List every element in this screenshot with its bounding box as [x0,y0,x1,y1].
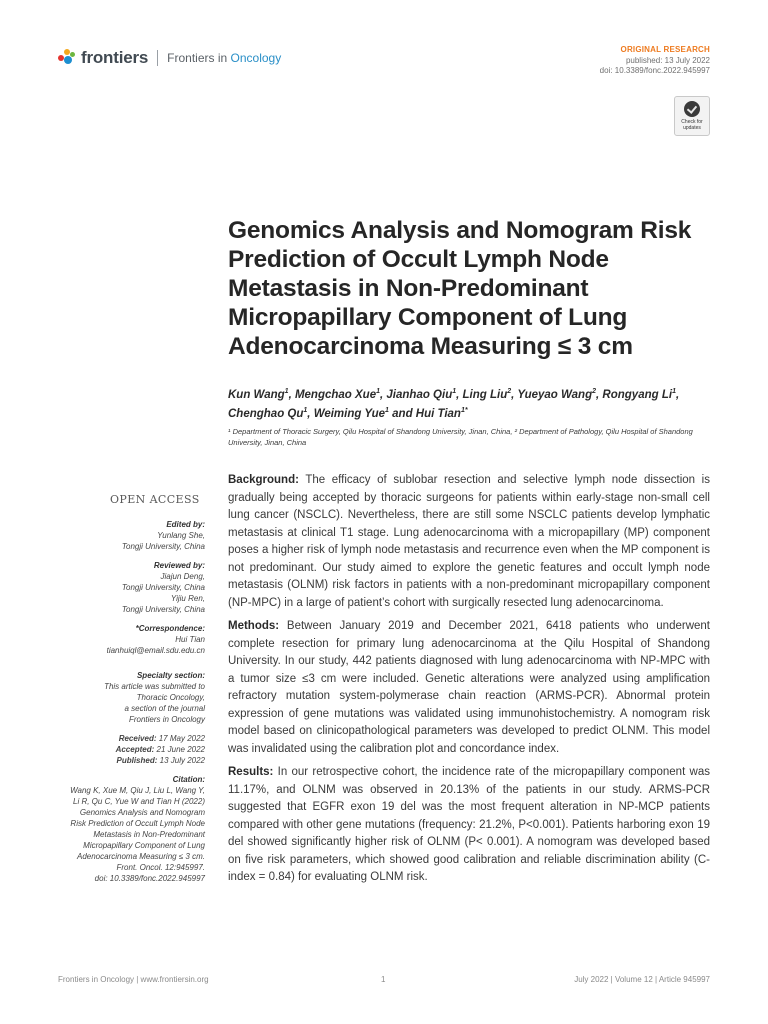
abstract-results [228,764,710,887]
journal-name: Frontiers in Oncology [167,51,282,65]
check-updates-icon [684,101,700,117]
author-name[interactable]: Mengchao Xue$^1$ [294,388,381,401]
accepted-date: Accepted: 21 June 2022 [115,745,205,754]
methods-heading: Methods: [228,620,280,632]
author-affiliation-mark: 1 [452,388,457,395]
results-text: In our retrospective cohort, the incidence rate of the micropapillary component was 11.17%, and OLNM was observed in 20.13% of the patients in our study. ARMS-PCR suggested that EGFR exon 19 del was the most frequent alteration in NP-MCP patients compared with other gene mutations (frequency: 21.2%, P<0.001). Patients harboring exon 19 del showed significantly higher risk of OLNM (P< 0.001). A nomogram was developed based on five risk parameters, which showed good calibration and reliable discrimination ability (C-index = 0.84) for evaluating OLNM risk. [228,766,710,883]
article-type: ORIGINAL RESEARCH [620,45,710,54]
specialty-label: Specialty section: [136,671,205,680]
abstract [228,472,710,893]
author-affiliation-mark: 2 [592,388,597,395]
citation-line: Front. Oncol. 12:945997. [116,863,205,872]
specialty-section [40,670,205,725]
author-name[interactable]: Rongyang Li$^1$ [602,388,676,401]
citation-section [40,774,205,884]
correspondence-label: *Correspondence: [135,624,205,633]
article-doi[interactable]: doi: 10.3389/fonc.2022.945997 [599,66,710,75]
open-access-label: OPEN ACCESS [110,493,200,506]
dates-section [40,733,205,766]
citation-line: Li R, Qu C, Yue W and Tian H (2022) [73,797,205,806]
citation-line: Wang K, Xue M, Qiu J, Liu L, Wang Y, [70,786,205,795]
citation-line: Risk Prediction of Occult Lymph Node [70,819,205,828]
reviewer-name: Yijiu Ren, [170,594,205,603]
specialty-line: a section of the journal [124,704,205,713]
author-name[interactable]: Yueyao Wang$^2$ [517,388,597,401]
edited-by-section [40,519,205,552]
abstract-background [228,472,710,612]
frontiers-logo-icon [58,49,76,67]
citation-line: Genomics Analysis and Nomogram [79,808,205,817]
editor-affiliation: Tongji University, China [121,542,205,551]
author-name[interactable]: Ling Liu$^2$ [462,388,512,401]
citation-line: Adenocarcinoma Measuring ≤ 3 cm. [76,852,205,861]
footer-journal-link[interactable]: Frontiers in Oncology | www.frontiersin.org [58,975,209,984]
specialty-line: Thoracic Oncology, [136,693,205,702]
journal-logo[interactable] [58,48,281,68]
article-meta [600,45,710,77]
abstract-methods [228,618,710,758]
author-affiliation-mark: 1 [303,406,308,414]
correspondent-name: Hui Tian [175,635,205,644]
author-list: Kun Wang$^1$, Mengchao Xue$^1$, Jianhao Qiu$^1$, Ling Liu$^2$, Yueyao Wang$^2$, Rongyang Li$^1$, Chenghao Qu$^1$, Weiming Yue$^1$ and Hui Tian$^{1*}$ [228,388,680,420]
author-name[interactable]: Kun Wang$^1$ [228,388,289,401]
reviewed-by-label: Reviewed by: [153,561,205,570]
author-affiliation-mark: 1 [672,388,676,395]
background-heading: Background: [228,474,299,486]
check-for-updates-button[interactable] [674,96,710,136]
citation-line: Micropapillary Component of Lung [83,841,205,850]
author-name[interactable]: Hui Tian$^{1*}$ [415,406,468,420]
author-name[interactable]: Weiming Yue$^1$ [313,406,389,420]
brand-name: frontiers [81,48,149,67]
methods-text: Between January 2019 and December 2021, 6418 patients who underwent complete resection for primary lung adenocarcinoma at the Qilu Hospital of Shandong University. In our study, 442 patients diagnosed with lung adenocarcinoma with NP-MPC with a tumor size ≤3 cm were included. Genetic alterations were analyzed using amplification refractory mutation system-polymerase chain reaction (ARMS-PCR). Abnormal protein expression of gene mutations was validated using immunohistochemistry. A nomogram risk model based on clinicopathological parameters was developed to predict OLNM. This model was invalidated using the calibration plot and concordance index. [228,620,710,755]
article-sidebar [40,519,205,892]
edited-by-label: Edited by: [166,520,205,529]
author-affiliation-mark: 1* [460,406,468,414]
background-text: The efficacy of sublobar resection and selective lymph node dissection is gradually being accepted by thoracic surgeons for patients within early-stage non-small cell lung cancer (NSCLC). Nevertheless, there are still some NSCLC patients develop lymphatic metastasis at clinical T1 stage. Lung adenocarcinoma with a micropapillary (MP) component poses a higher risk of lymph node metastasis and recurrence even when the MP component is not predominant. Our study aimed to explore the genetic features and occult lymph node metastasis (OLNM) risk factors in patients with a non-predominant micropapillary component (NP-MPC) in a large of patient’s cohort with surgically resected lung adenocarcinoma. [228,474,710,609]
footer-issue-info: July 2022 | Volume 12 | Article 945997 [574,975,710,984]
author-affiliation-mark: 2 [507,388,512,395]
author-name[interactable]: Chenghao Qu$^1$ [228,406,308,420]
published-date: published: 13 July 2022 [625,55,710,65]
received-date: Received: 17 May 2022 [118,734,205,743]
article-title: Genomics Analysis and Nomogram Risk Prediction of Occult Lymph Node Metastasis in Non-Predominant Micropapillary Component of Lung Adenocarcinoma Measuring ≤ 3 cm [228,217,692,360]
published-date-sidebar: Published: 13 July 2022 [116,756,205,765]
citation-line: Metastasis in Non-Predominant [93,830,205,839]
correspondence-section [40,623,205,656]
author-affiliation-mark: 1 [284,388,289,395]
correspondent-email[interactable]: tianhuiql@email.sdu.edu.cn [106,646,205,655]
specialty-line: Frontiers in Oncology [128,715,205,724]
author-affiliation-mark: 1 [376,388,381,395]
reviewed-by-section [40,560,205,615]
page-number: 1 [381,975,386,984]
affiliations: ¹ Department of Thoracic Surgery, Qilu Hospital of Shandong University, Jinan, China, ² Department of Pathology, Qilu Hospital of Shandong University, Jinan, China [228,427,693,447]
citation-doi[interactable]: doi: 10.3389/fonc.2022.945997 [94,874,205,883]
specialty-line: This article was submitted to [104,682,205,691]
results-heading: Results: [228,766,274,778]
check-updates-label: Check for updates [681,119,703,131]
editor-name: Yunlang She, [157,531,205,540]
logo-divider [157,50,158,66]
reviewer-name: Jiajun Deng, [160,572,205,581]
reviewer-affiliation: Tongji University, China [121,583,205,592]
page-header [58,44,710,84]
author-name[interactable]: Jianhao Qiu$^1$ [386,388,457,401]
reviewer-affiliation: Tongji University, China [121,605,205,614]
citation-label: Citation: [172,775,205,784]
author-affiliation-mark: 1 [385,406,389,414]
